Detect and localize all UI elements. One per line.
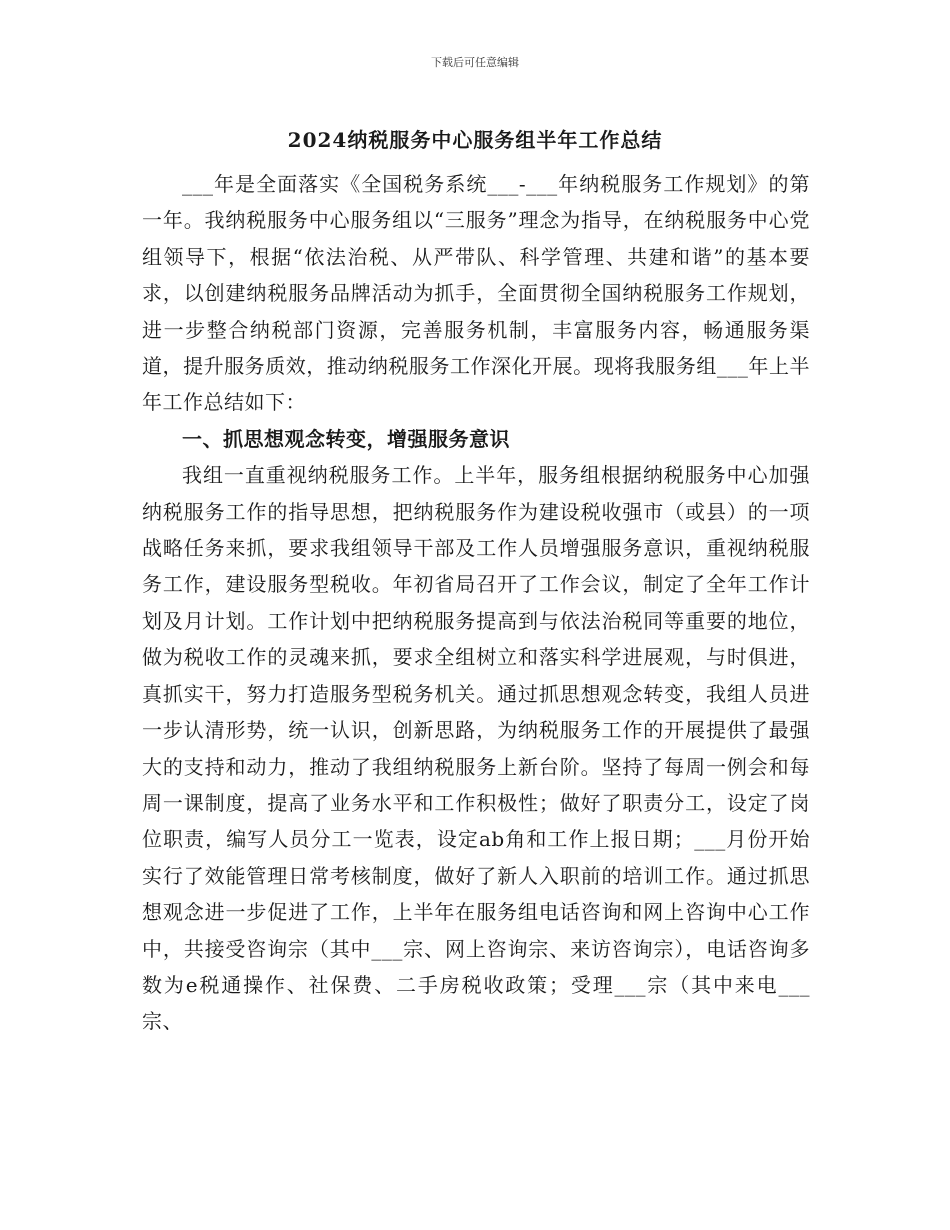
- section-heading: 一、抓思想观念转变，增强服务意识: [182, 426, 510, 451]
- document-body: [142, 166, 810, 1040]
- intro-paragraph: ___年是全面落实《全国税务系统___-___年纳税服务工作规划》的第一年。我纳税服务中心服务组以“三服务”理念为指导，在纳税服务中心党组领导下，根据“依法治税、从严带队、科学管理、共建和谐”的基本要求，以创建纳税服务品牌活动为抓手，全面贯彻全国纳税服务工作规划，进一步整合纳税部门资源，完善服务机制，丰富服务内容，畅通服务渠道，提升服务质效，推动纳税服务工作深化开展。现将我服务组___年上半年工作总结如下：: [142, 172, 810, 415]
- document-title: 2024纳税服务中心服务组半年工作总结: [287, 128, 663, 152]
- section-paragraph: 我组一直重视纳税服务工作。上半年，服务组根据纳税服务中心加强纳税服务工作的指导思想，把纳税服务作为建设税收强市（或县）的一项战略任务来抓，要求我组领导干部及工作人员增强服务意识，重视纳税服务工作，建设服务型税收。年初省局召开了工作会议，制定了全年工作计划及月计划。工作计划中把纳税服务提高到与依法治税同等重要的地位，做为税收工作的灵魂来抓，要求全组树立和落实科学进展观，与时俱进，真抓实干，努力打造服务型税务机关。通过抓思想观念转变，我组人员进一步认清形势，统一认识，创新思路，为纳税服务工作的开展提供了最强大的支持和动力，推动了我组纳税服务上新台阶。坚持了每周一例会和每周一课制度，提高了业务水平和工作积极性；做好了职责分工，设定了岗位职责，编写人员分工一览表，设定ab角和工作上报日期；___月份开始实行了效能管理日常考核制度，做好了新人入职前的培训工作。通过抓思想观念进一步促进了工作，上半年在服务组电话咨询和网上咨询中心工作中，共接受咨询宗（其中___宗、网上咨询宗、来访咨询宗），电话咨询多数为e税通操作、社保费、二手房税收政策；受理___宗（其中来电___宗、: [142, 463, 810, 1034]
- header-note: 下载后可任意编辑: [431, 56, 519, 69]
